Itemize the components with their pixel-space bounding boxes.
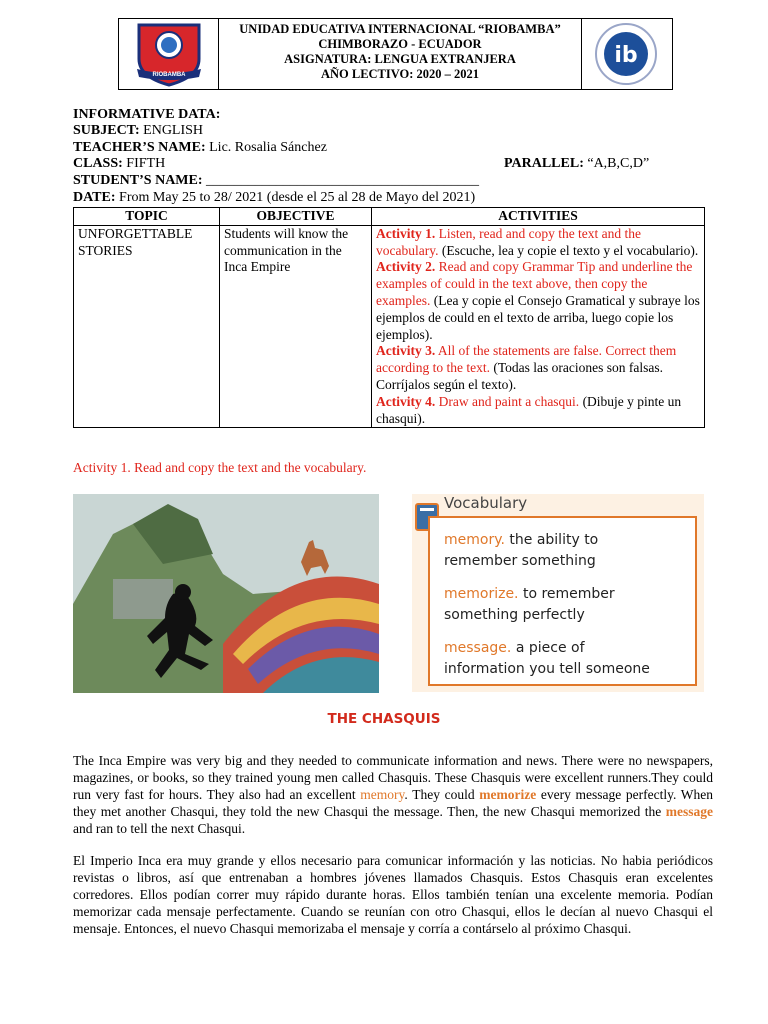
student-name-line: STUDENT’S NAME: _______________________________________: [73, 173, 480, 188]
date-line: DATE: From May 25 to 28/ 2021 (desde el 25 al 28 de Mayo del 2021): [73, 190, 476, 205]
teacher-line: TEACHER’S NAME: Lic. Rosalia Sánchez: [73, 140, 327, 155]
school-name: UNIDAD EDUCATIVA INTERNACIONAL “RIOBAMBA”: [239, 22, 561, 36]
left-logo-cell: [119, 19, 219, 89]
table-header-row: [74, 208, 705, 226]
class-line: CLASS: FIFTH: [73, 156, 166, 171]
school-crest-logo: [119, 19, 219, 89]
story-spanish: El Imperio Inca era muy grande y ellos necesario para comunicar información y las noticias. No habia periódicos revistas o libros, así que entrenaban a hombres jóvenes llamados Chasquis. Estos Chasquis eran excelentes corredores. Ellos podían correr muy rápido durante horas. Ellos también tenían una excelente memoria. Podían memorizar cada mensaje perfectamente. Cuando se reunían con otro Chasqui, ellos le decían al nuevo Chasqui el mensaje. Entonces, el nuevo Chasqui memorizaba el mensaje y corría a contárselo al próximo Chasqui.: [73, 853, 713, 936]
topic-cell: UNFORGETTABLE STORIES: [74, 225, 220, 428]
subject-line: SUBJECT: ENGLISH: [73, 123, 204, 138]
subject-line: ASIGNATURA: LENGUA EXTRANJERA: [284, 52, 516, 66]
parallel-line: PARALLEL: “A,B,C,D”: [504, 156, 650, 171]
activity-1-label: Activity 1.: [376, 225, 436, 241]
activities-header: ACTIVITIES: [372, 208, 705, 226]
ib-logo-text: ib: [614, 43, 638, 68]
activities-table: [73, 207, 705, 428]
header-title-cell: [219, 19, 582, 89]
story-english: The Inca Empire was very big and they needed to communicate information and news. There were no newspapers, magazines, or books, so they trained young men called Chasquis. These Chasquis were excellent runners.They could run very fast for hours. They also had an excellent memory. They could memorize every message perfectly. When they met another Chasqui, they told the new Chasqui the message. Then, the new Chasqui memorized the message and ran to tell the next Chasqui.: [73, 753, 713, 836]
info-heading: INFORMATIVE DATA:: [73, 107, 221, 122]
activity-3-label: Activity 3.: [376, 343, 436, 359]
topic-header: TOPIC: [74, 208, 220, 226]
vocabulary-title: Vocabulary: [444, 494, 528, 512]
vocabulary-box: [412, 494, 704, 692]
vocab-item-memorize: memorize. to remember something perfectly: [444, 586, 615, 623]
objective-header: OBJECTIVE: [220, 208, 372, 226]
activity-4-label: Activity 4.: [376, 393, 436, 409]
crest-text: RIOBAMBA: [152, 72, 186, 78]
chasqui-illustration: [73, 494, 379, 693]
activity-1-heading: Activity 1. Read and copy the text and the vocabulary.: [73, 460, 367, 475]
objective-cell: Students will know the communication in the Inca Empire: [220, 225, 372, 428]
activities-cell: Activity 1. Listen, read and copy the text and the vocabulary. (Escuche, lea y copie el texto y el vocabulario). Activity 2. Read and copy Grammar Tip and underline the examples of could in the text above, then copy the examples. (Lea y copie el Consejo Gramatical y subraye los ejemplos de could en el texto de arriba, luego copie los ejemplos). Activity 3. All of the statements are false. Correct them according to the text. (Todas las oraciones son falsas. Corríjalos según el texto). Activity 4. Draw and paint a chasqui. (Dibuje y pinte un chasqui).: [372, 225, 705, 428]
table-row: [74, 225, 705, 428]
school-year: AÑO LECTIVO: 2020 – 2021: [320, 67, 480, 81]
right-logo-cell: [582, 19, 672, 89]
vocab-item-message: message. a piece of information you tell someone: [444, 640, 650, 677]
vocab-item-memory: memory. the ability to remember something: [444, 532, 599, 569]
vocabulary-list: [428, 516, 697, 686]
school-header: [118, 18, 673, 90]
story-title: THE CHASQUIS: [327, 711, 441, 727]
school-location: CHIMBORAZO - ECUADOR: [318, 37, 482, 51]
activity-2-label: Activity 2.: [376, 259, 436, 275]
ib-world-school-logo: [582, 19, 672, 89]
